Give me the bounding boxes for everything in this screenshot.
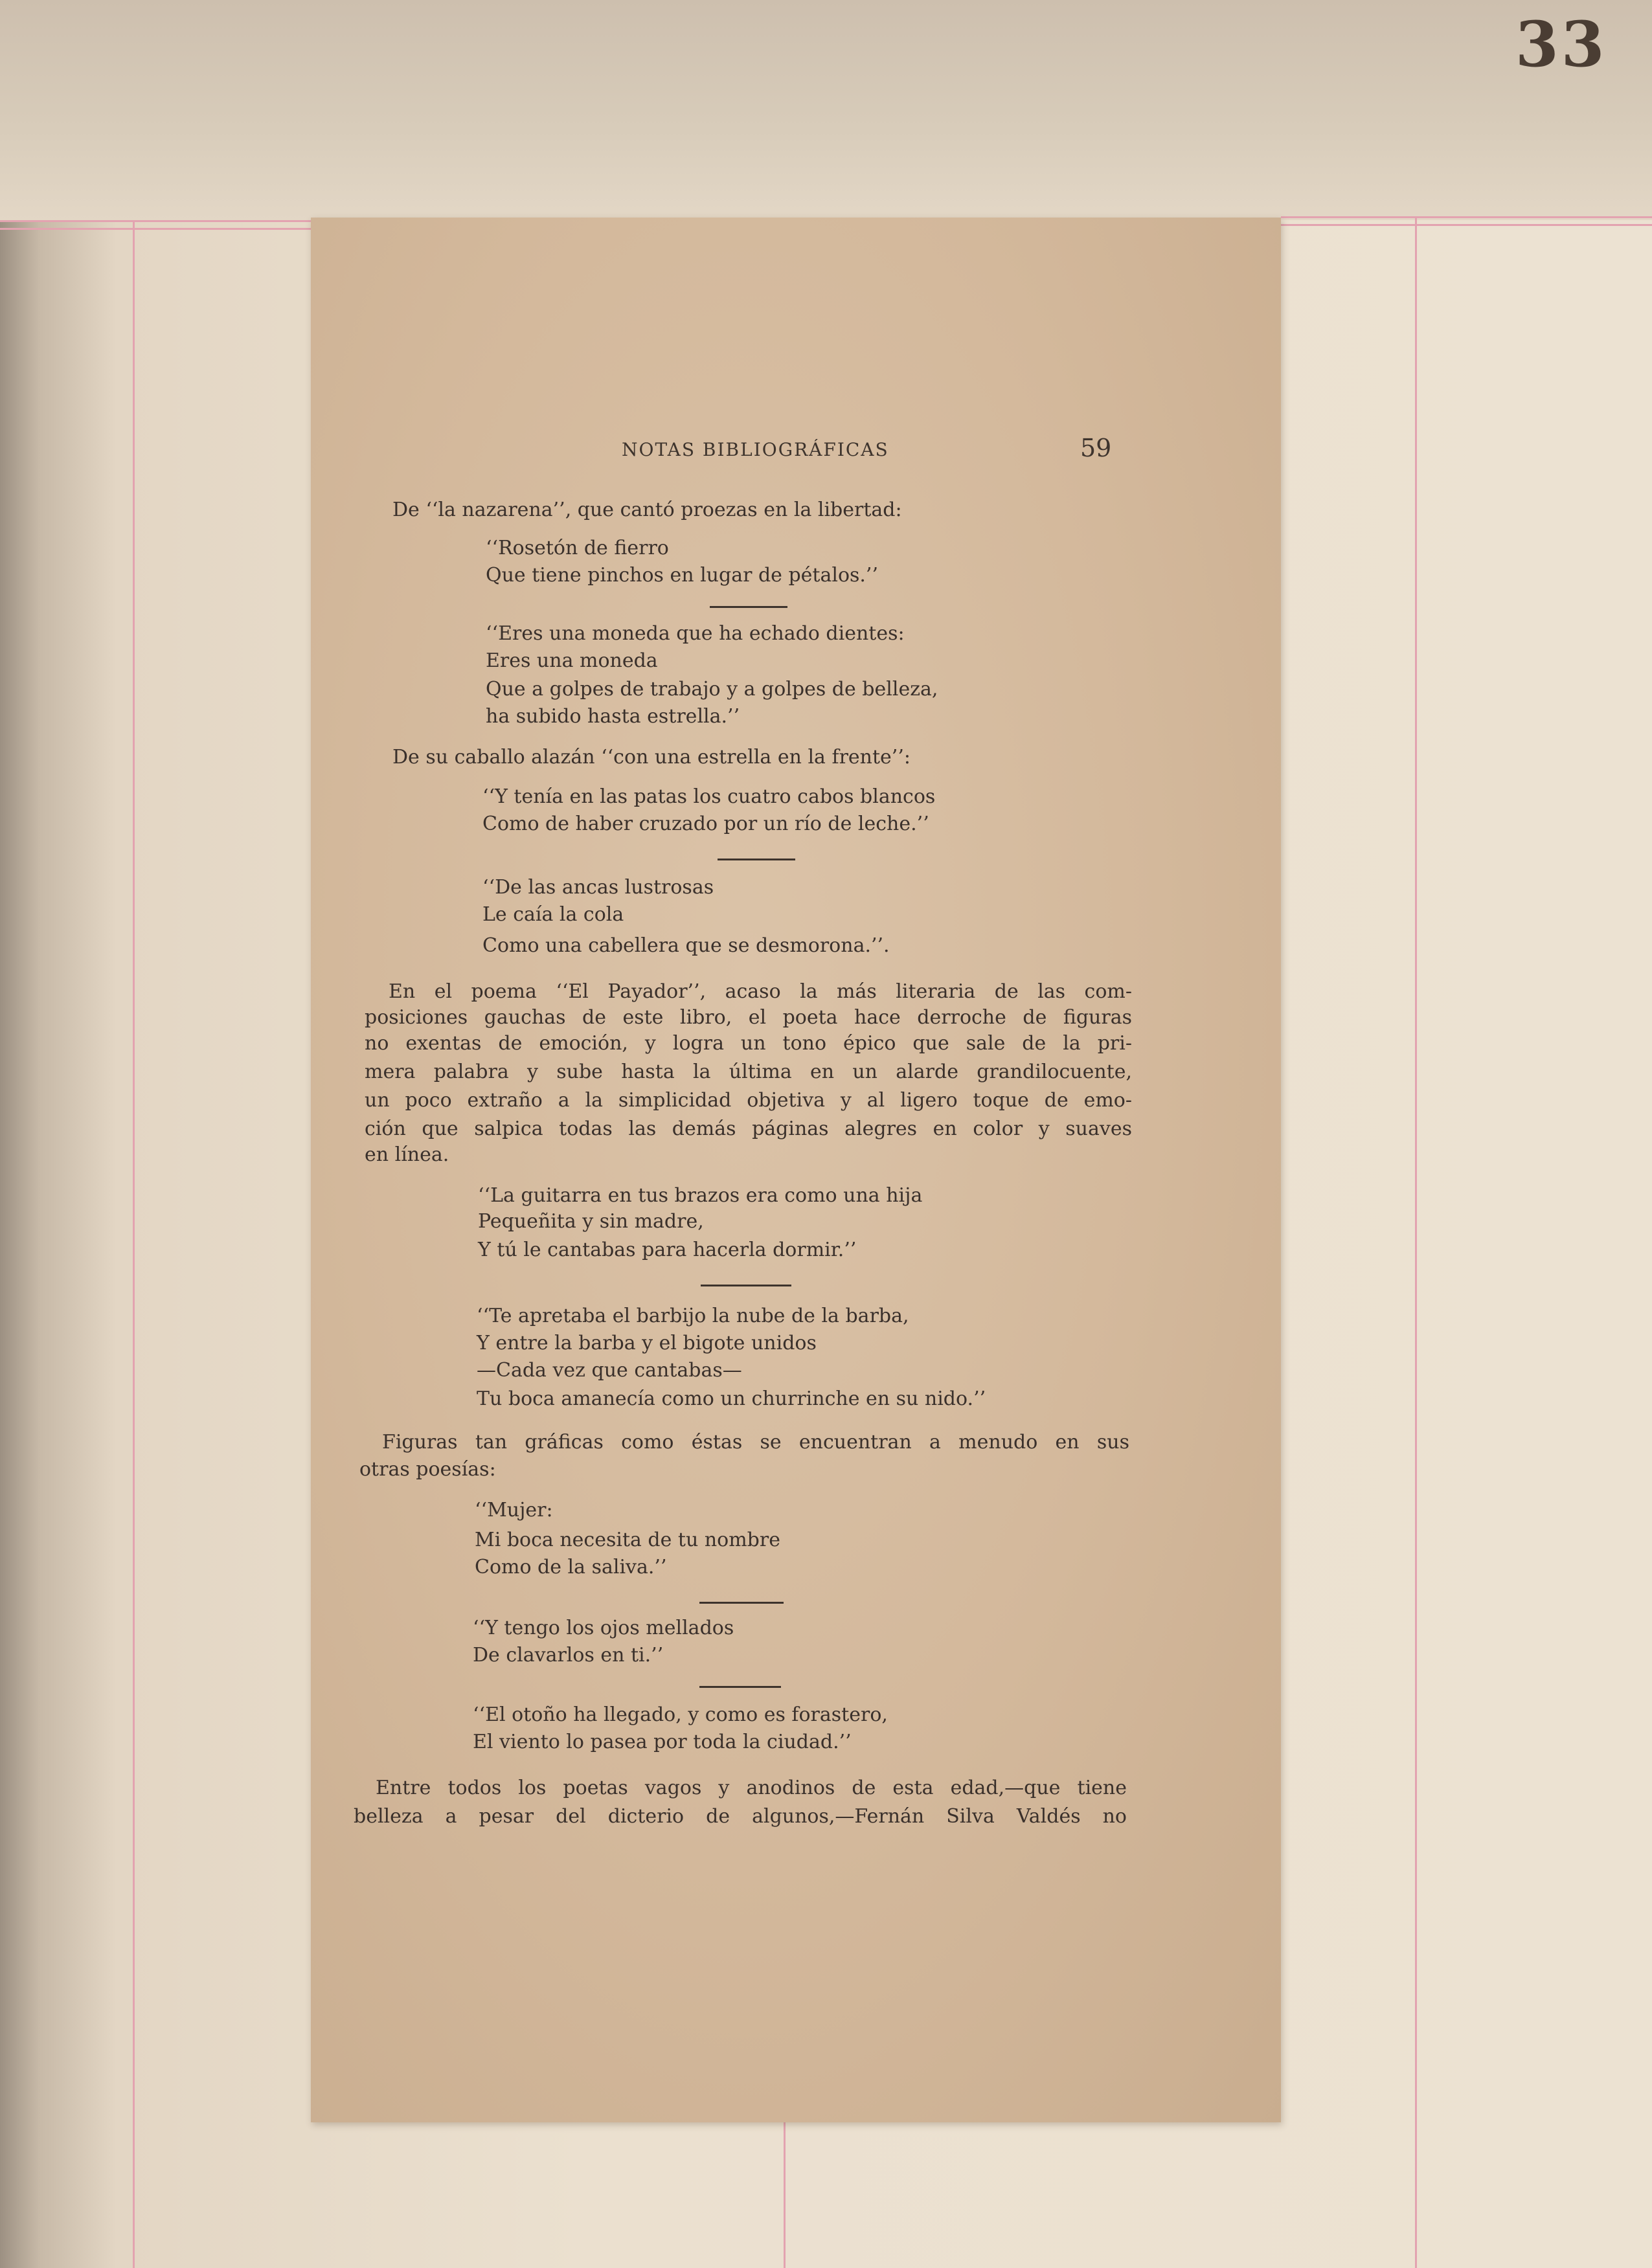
- paragraph-line: mera palabra y sube hasta la última en un alarde grandilocuente,: [365, 1061, 1132, 1083]
- ledger-rule-top-left-2: [0, 228, 311, 230]
- verse-line: ha subido hasta estrella.’’: [486, 705, 740, 728]
- verse-line: Y tú le cantabas para hacerla dormir.’’: [478, 1239, 857, 1261]
- ledger-rule-top-right-1: [1281, 216, 1652, 218]
- folio-number: 33: [1515, 8, 1607, 81]
- verse-separator: [701, 1285, 791, 1286]
- verse-line: Que a golpes de trabajo y a golpes de belleza,: [486, 678, 938, 701]
- ledger-rule-right: [1415, 216, 1417, 2268]
- verse-line: Eres una moneda: [486, 649, 658, 672]
- paragraph-line: Entre todos los poetas vagos y anodinos de esta edad,—que tiene: [376, 1777, 1127, 1799]
- verse-line: ‘‘El otoño ha llegado, y como es forastero,: [473, 1703, 888, 1726]
- verse-separator: [699, 1602, 784, 1604]
- paragraph-intro-nazarena: De ‘‘la nazarena’’, que cantó proezas en la libertad:: [392, 499, 902, 521]
- paragraph-line: en línea.: [365, 1143, 449, 1166]
- verse-line: Y entre la barba y el bigote unidos: [477, 1332, 817, 1354]
- page-number: 59: [1080, 434, 1112, 462]
- verse-line: ‘‘Y tengo los ojos mellados: [473, 1617, 734, 1639]
- verse-line: ‘‘Mujer:: [475, 1499, 553, 1521]
- verse-line: ‘‘De las ancas lustrosas: [482, 876, 714, 899]
- verse-line: Mi boca necesita de tu nombre: [475, 1529, 780, 1551]
- verse-line: ‘‘Te apretaba el barbijo la nube de la barba,: [477, 1305, 909, 1327]
- paragraph-caballo: De su caballo alazán ‘‘con una estrella en la frente’’:: [392, 746, 911, 769]
- verse-separator: [718, 859, 795, 860]
- paragraph-line: En el poema ‘‘El Payador’’, acaso la más literaria de las com-: [389, 980, 1132, 1003]
- verse-line: ‘‘Rosetón de fierro: [486, 537, 669, 559]
- verse-line: Le caía la cola: [482, 903, 624, 926]
- verse-line: De clavarlos en ti.’’: [473, 1644, 664, 1667]
- paragraph-line: ción que salpica todas las demás páginas alegres en color y suaves: [365, 1117, 1132, 1140]
- verse-line: ‘‘Eres una moneda que ha echado dientes:: [486, 622, 905, 645]
- verse-separator: [699, 1686, 781, 1688]
- verse-line: Como de haber cruzado por un río de leche.’’: [482, 813, 929, 835]
- verse-separator: [710, 606, 787, 608]
- verse-line: Pequeñita y sin madre,: [478, 1210, 704, 1233]
- paragraph-line: Figuras tan gráficas como éstas se encuentran a menudo en sus: [382, 1431, 1129, 1454]
- verse-line: ‘‘Y tenía en las patas los cuatro cabos blancos: [482, 785, 936, 808]
- ledger-rule-bottom-center: [784, 2122, 786, 2268]
- paragraph-line: un poco extraño a la simplicidad objetiva y al ligero toque de emo-: [365, 1089, 1132, 1112]
- verse-line: —Cada vez que cantabas—: [477, 1359, 742, 1382]
- verse-line: El viento lo pasea por toda la ciudad.’’: [473, 1731, 852, 1753]
- verse-line: Que tiene pinchos en lugar de pétalos.’’: [486, 564, 879, 587]
- paragraph-line: otras poesías:: [359, 1458, 496, 1481]
- verse-line: ‘‘La guitarra en tus brazos era como una hija: [478, 1184, 923, 1207]
- page-header: [622, 434, 1114, 473]
- verse-line: Como de la saliva.’’: [475, 1556, 667, 1578]
- verse-line: Tu boca amanecía como un churrinche en su nido.’’: [477, 1387, 986, 1410]
- ledger-rule-top-left-1: [0, 220, 311, 222]
- running-title: NOTAS BIBLIOGRÁFICAS: [622, 439, 889, 460]
- ledger-rule-top-right-2: [1281, 224, 1652, 226]
- paragraph-line: no exentas de emoción, y logra un tono épico que sale de la pri-: [365, 1032, 1132, 1055]
- paragraph-line: posiciones gauchas de este libro, el poeta hace derroche de figuras: [365, 1006, 1132, 1029]
- paragraph-line: belleza a pesar del dicterio de algunos,—Fernán Silva Valdés no: [354, 1805, 1127, 1828]
- ledger-rule-left: [133, 220, 135, 2268]
- verse-line: Como una cabellera que se desmorona.’’.: [482, 934, 890, 957]
- album-page-top-shade: [0, 0, 1652, 220]
